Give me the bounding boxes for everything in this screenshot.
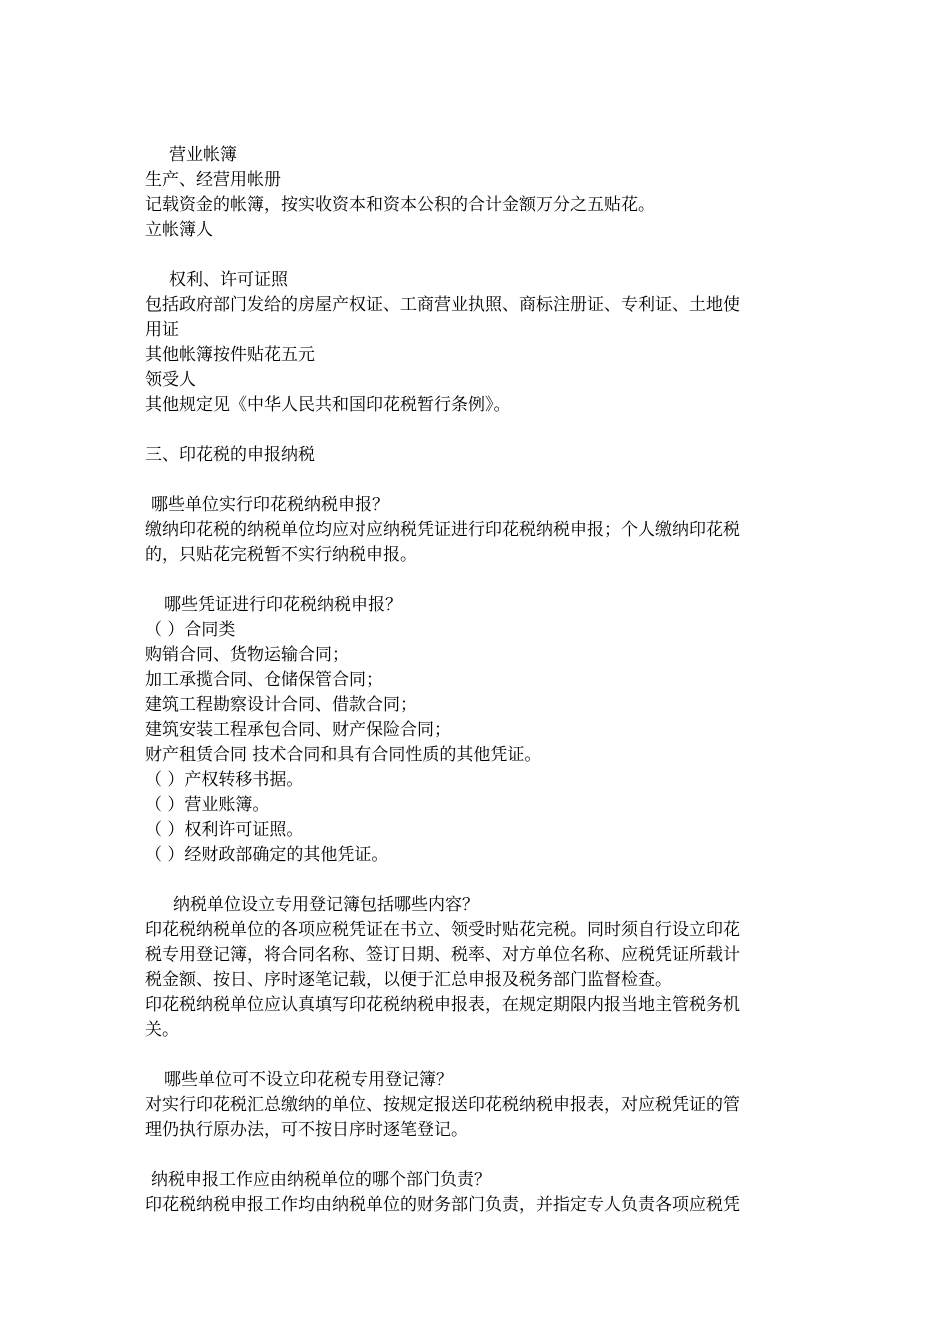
paragraph bbox=[145, 393, 815, 418]
paragraph bbox=[145, 368, 815, 393]
section-heading: 哪些单位实行印花税纳税申报？ bbox=[151, 495, 389, 515]
text-line: 印花税纳税申报工作均由纳税单位的财务部门负责，并指定专人负责各项应税凭 bbox=[145, 1195, 740, 1215]
text-line: 印花税纳税单位的各项应税凭证在书立、领受时贴花完税。同时须自行设立印花 bbox=[145, 920, 740, 940]
paragraph bbox=[145, 818, 815, 843]
text-line: （ ）营业账簿。 bbox=[145, 795, 270, 815]
text-line: 其他帐簿按件贴花五元 bbox=[145, 345, 315, 365]
text-line: 建筑工程勘察设计合同、借款合同； bbox=[145, 695, 417, 715]
text-line: 建筑安装工程承包合同、财产保险合同； bbox=[145, 720, 451, 740]
section-heading: 纳税单位设立专用登记簿包括哪些内容？ bbox=[173, 895, 479, 915]
text-line: 对实行印花税汇总缴纳的单位、按规定报送印花税纳税申报表，对应税凭证的管 bbox=[145, 1095, 740, 1115]
paragraph bbox=[145, 843, 815, 868]
paragraph bbox=[145, 718, 815, 743]
paragraph bbox=[145, 993, 815, 1043]
paragraph bbox=[145, 1093, 815, 1143]
paragraph bbox=[145, 768, 815, 793]
paragraph bbox=[145, 293, 815, 343]
paragraph bbox=[145, 668, 815, 693]
text-line: 关。 bbox=[145, 1020, 179, 1040]
text-line: 理仍执行原办法，可不按日序时逐笔登记。 bbox=[145, 1120, 468, 1140]
paragraph bbox=[145, 693, 815, 718]
blank-line bbox=[145, 868, 815, 893]
text-line: 财产租赁合同 技术合同和具有合同性质的其他凭证。 bbox=[145, 745, 542, 765]
paragraph bbox=[145, 343, 815, 368]
paragraph bbox=[145, 918, 815, 993]
paragraph bbox=[145, 743, 815, 768]
text-line: 购销合同、货物运输合同； bbox=[145, 645, 349, 665]
section-heading: 权利、许可证照 bbox=[169, 270, 288, 290]
document-page bbox=[145, 143, 815, 1218]
blank-line bbox=[145, 1143, 815, 1168]
blank-line bbox=[145, 1043, 815, 1068]
text-line: 包括政府部门发给的房屋产权证、工商营业执照、商标注册证、专利证、土地使 bbox=[145, 295, 740, 315]
paragraph bbox=[145, 218, 815, 243]
text-line: 税金额、按日、序时逐笔记载，以便于汇总申报及税务部门监督检查。 bbox=[145, 970, 672, 990]
section-heading: 纳税申报工作应由纳税单位的哪个部门负责？ bbox=[151, 1170, 491, 1190]
blank-line bbox=[145, 468, 815, 493]
text-line: 的，只贴花完税暂不实行纳税申报。 bbox=[145, 545, 417, 565]
paragraph bbox=[145, 1193, 815, 1218]
text-line: （ ）产权转移书据。 bbox=[145, 770, 304, 790]
text-line: （ ）合同类 bbox=[145, 620, 236, 640]
paragraph bbox=[145, 168, 815, 193]
text-line: 加工承揽合同、仓储保管合同； bbox=[145, 670, 383, 690]
paragraph bbox=[145, 518, 815, 568]
text-line: 记载资金的帐簿，按实收资本和资本公积的合计金额万分之五贴花。 bbox=[145, 195, 655, 215]
text-line: 生产、经营用帐册 bbox=[145, 170, 281, 190]
text-line: 用证 bbox=[145, 320, 179, 340]
section-heading: 哪些单位可不设立印花税专用登记簿？ bbox=[164, 1070, 453, 1090]
paragraph bbox=[145, 643, 815, 668]
text-line: 缴纳印花税的纳税单位均应对应纳税凭证进行印花税纳税申报；个人缴纳印花税 bbox=[145, 520, 740, 540]
section-heading: 营业帐簿 bbox=[169, 145, 237, 165]
paragraph bbox=[145, 793, 815, 818]
text-line: 其他规定见《中华人民共和国印花税暂行条例》。 bbox=[145, 395, 511, 415]
text-line: 印花税纳税单位应认真填写印花税纳税申报表，在规定期限内报当地主管税务机 bbox=[145, 995, 740, 1015]
text-line: （ ）权利许可证照。 bbox=[145, 820, 304, 840]
blank-line bbox=[145, 243, 815, 268]
text-line: 领受人 bbox=[145, 370, 196, 390]
text-line: （ ）经财政部确定的其他凭证。 bbox=[145, 845, 389, 865]
paragraph bbox=[145, 618, 815, 643]
blank-line bbox=[145, 418, 815, 443]
section-heading: 三、印花税的申报纳税 bbox=[145, 445, 315, 465]
text-line: 立帐簿人 bbox=[145, 220, 213, 240]
text-line: 税专用登记簿，将合同名称、签订日期、税率、对方单位名称、应税凭证所载计 bbox=[145, 945, 740, 965]
blank-line bbox=[145, 568, 815, 593]
paragraph bbox=[145, 193, 815, 218]
section-heading: 哪些凭证进行印花税纳税申报？ bbox=[164, 595, 402, 615]
